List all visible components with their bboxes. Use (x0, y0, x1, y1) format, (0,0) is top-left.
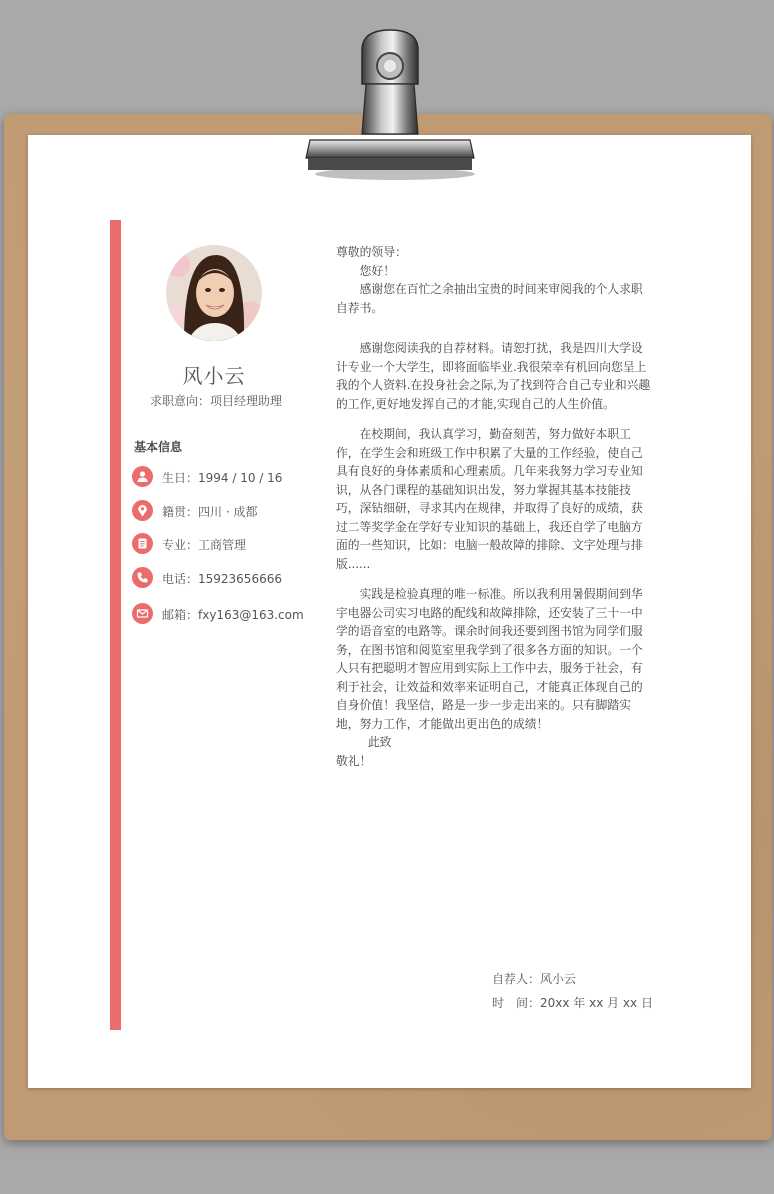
phone-icon (132, 567, 153, 588)
letter-paragraph: 感谢您在百忙之余抽出宝贵的时间来审阅我的个人求职自荐书。 (336, 282, 643, 315)
letter-closing-2: 敬礼！ (336, 753, 372, 768)
info-birthday-text: 生日：1994 / 10 / 16 (162, 471, 283, 485)
info-hometown-text: 籍贯：四川 · 成都 (162, 505, 258, 519)
cover-letter (336, 243, 652, 770)
basic-info-title: 基本信息 (134, 440, 183, 454)
person-icon (132, 466, 153, 487)
signature-author: 自荐人：风小云 (492, 972, 577, 986)
signature-block (492, 967, 653, 1015)
signature-date: 时 间：20xx 年 xx 月 xx 日 (492, 996, 653, 1010)
letter-closing-1: 此致 (367, 735, 392, 749)
info-major-text: 专业：工商管理 (162, 538, 247, 552)
avatar (166, 245, 262, 341)
accent-bar (110, 220, 121, 1030)
location-pin-icon (132, 500, 153, 521)
job-intent: 求职意向：项目经理助理 (149, 394, 282, 408)
info-email-text: 邮箱：fxy163@163.com (162, 608, 304, 622)
letter-salutation: 尊敬的领导： (336, 245, 407, 259)
letter-paragraph: 感谢您阅读我的自荐材料。请恕打扰，我是四川大学设计专业一个大学生，即将面临毕业.我很荣幸有机回向您呈上我的个人资料.在投身社会之际,为了找到符合自己专业和兴趣的工作,更好地发挥自己的才能,实现自己的人生价值。 (336, 341, 651, 411)
document-icon (132, 533, 153, 554)
letter-greeting: 您好！ (359, 263, 395, 278)
mail-icon (132, 603, 153, 624)
applicant-name: 风小云 (182, 364, 246, 388)
binder-clip-icon (300, 22, 480, 182)
letter-paragraph: 实践是检验真理的唯一标准。所以我利用暑假期间到华宇电器公司实习电路的配线和故障排除，还安装了三十一中学的语音室的电路等。课余时间我还要到图书馆为同学们服务，在图书馆和阅览室里我学到了很多各方面的知识。一个人只有把聪明才智应用到实际上工作中去，服务于社会，有利于社会，让效益和效率来证明自己，才能真正体现自己的自身价值！我坚信，路是一步一步走出来的。只有脚踏实地，努力工作，才能做出更出色的成绩！ (336, 587, 643, 731)
info-phone-text: 电话：15923656666 (162, 572, 282, 586)
letter-paragraph: 在校期间，我认真学习，勤奋刻苦，努力做好本职工作，在学生会和班级工作中积累了大量的工作经验，使自己具有良好的身体素质和心理素质。几年来我努力学习专业知识，从各门课程的基础知识出发，努力掌握其基本技能技巧，深钻细研，寻求其内在规律，并取得了良好的成绩，获过二等奖学金在学好专业知识的基础上，我还自学了电脑方面的一些知识，比如：电脑一般故障的排除、文字处理与排版...... (336, 427, 643, 571)
